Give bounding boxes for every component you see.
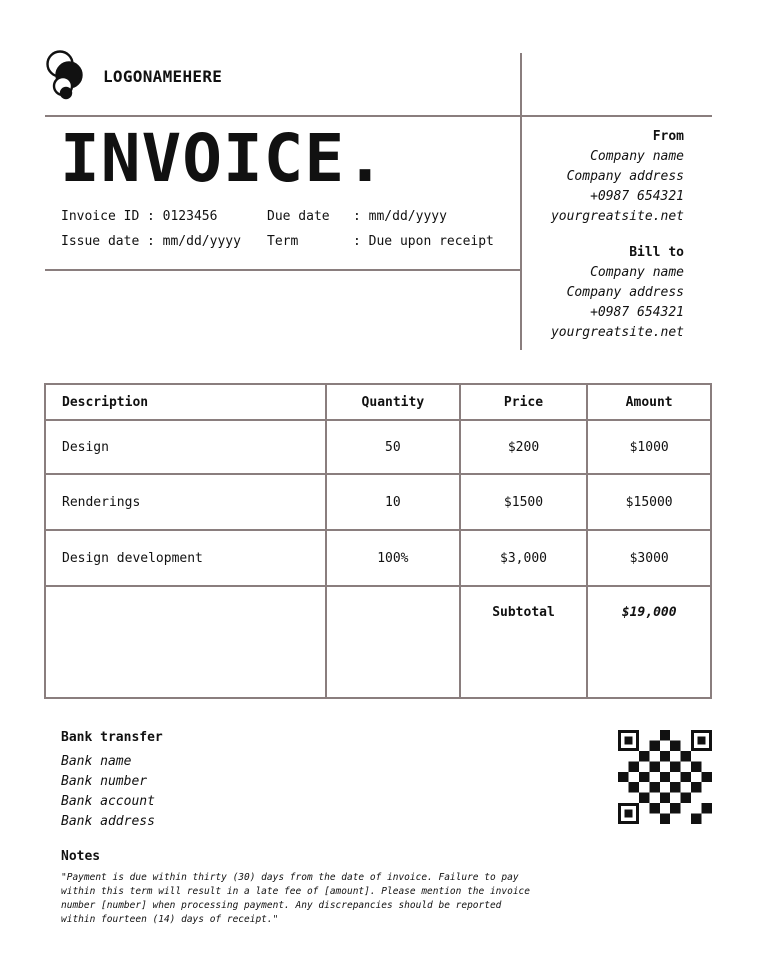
invoice-id-label: Invoice ID [61,209,140,224]
row-amount: $15000 [587,474,711,530]
term-label: Term [267,234,299,249]
logo-icon [46,50,90,100]
table-row [45,474,711,530]
qr-code-icon [618,730,712,824]
row-quantity: 10 [326,474,460,530]
bill-to-block [551,243,684,343]
due-date-label: Due date [267,209,330,224]
table-row [45,530,711,586]
row-description: Design development [45,530,326,586]
header-description: Description [45,384,326,420]
bank-account: Bank account [61,794,155,809]
notes-title: Notes [61,849,101,864]
row-price: $3,000 [460,530,588,586]
issue-date-value: : mm/dd/yyyy [147,234,241,249]
row-amount: $1000 [587,420,711,474]
header-price: Price [460,384,588,420]
from-company-address: Company address [566,169,684,184]
row-quantity: 50 [326,420,460,474]
from-website: yourgreatsite.net [550,209,684,224]
notes-text: "Payment is due within thirty (30) days from the date of invoice. Failure to pay within this term will result in a late fee of [amount]. Please mention the invoice number [number] when processing payment. Any discrepancies should be reported within fourteen (14) days of receipt." [61,872,530,925]
bill-to-company-address: Company address [566,285,684,300]
subtotal-row [45,586,711,698]
issue-date-label: Issue date [61,234,140,249]
bank-name: Bank name [61,754,132,769]
row-amount: $3000 [587,530,711,586]
subtotal-label: Subtotal [460,586,588,698]
subtotal-empty-cell [326,586,460,698]
row-description: Design [45,420,326,474]
row-description: Renderings [45,474,326,530]
row-price: $1500 [460,474,588,530]
bill-to-phone: +0987 654321 [590,305,684,320]
term-value: : Due upon receipt [353,234,494,249]
bank-transfer-title: Bank transfer [61,730,163,745]
header-quantity: Quantity [326,384,460,420]
header-amount: Amount [587,384,711,420]
invoice-id-value: : 0123456 [147,209,218,224]
items-table [44,383,712,699]
header-divider [45,115,712,117]
bill-to-company-name: Company name [590,265,684,280]
from-block [551,127,684,227]
subtotal-empty-cell [45,586,326,698]
bill-to-heading: Bill to [629,245,684,260]
table-header-row [45,384,711,420]
from-company-name: Company name [590,149,684,164]
bank-details [61,752,155,832]
bill-to-website: yourgreatsite.net [550,325,684,340]
bank-number: Bank number [61,774,148,789]
meta-divider [45,269,520,271]
subtotal-value: $19,000 [587,586,711,698]
due-date-value: : mm/dd/yyyy [353,209,447,224]
from-phone: +0987 654321 [590,189,684,204]
logo-name: LOGONAMEHERE [103,67,223,86]
row-quantity: 100% [326,530,460,586]
from-heading: From [652,129,684,144]
page-title: INVOICE. [60,120,386,197]
bank-address: Bank address [61,814,155,829]
table-row [45,420,711,474]
row-price: $200 [460,420,588,474]
vertical-divider [520,53,522,350]
